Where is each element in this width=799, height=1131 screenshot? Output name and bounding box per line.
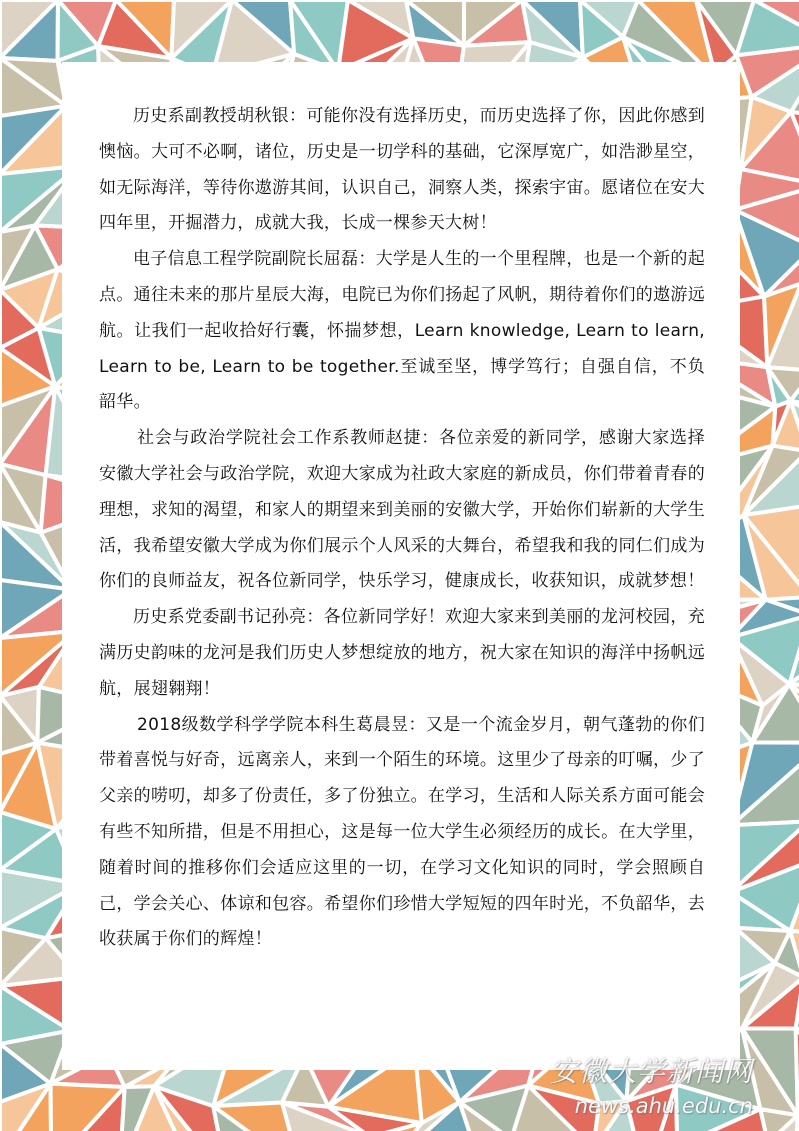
- paragraph-zhao-jie: 社会与政治学院社会工作系教师赵捷：各位亲爱的新同学，感谢大家选择安徽大学社会与政治学院，欢迎大家成为社政大家庭的新成员，你们带着青春的理想，求知的渴望，和家人的期望来到美丽的安徽大学，开始你们崭新的大学生活，我希望安徽大学成为你们展示个人风采的大舞台，希望我和我的同仁们成为你们的良师益友，祝各位新同学，快乐学习，健康成长，收获知识，成就梦想！: [99, 428, 705, 592]
- paragraph-ge-chenyu: 2018级数学科学学院本科生葛晨昱：又是一个流金岁月，朝气蓬勃的你们带着喜悦与好奇，远离亲人，来到一个陌生的环境。这里少了母亲的叮嘱，少了父亲的唠叨，却多了份责任，多了份独立。在学习，生活和人际关系方面可能会有些不知所措，但是不用担心，这是每一位大学生必须经历的成长。在大学里，随着时间的推移你们会适应这里的一切，在学习文化知识的同时，学会照顾自己，学会关心、体谅和包容。希望你们珍惜大学短短的四年时光，不负韶华，去收获属于你们的辉煌！: [99, 714, 705, 950]
- paragraph-sun-liang: 历史系党委副书记孙亮：各位新同学好！欢迎大家来到美丽的龙河校园，充满历史韵味的龙河是我们历史人梦想绽放的地方，祝大家在知识的海洋中扬帆远航，展翅翱翔！: [99, 607, 705, 699]
- article-body: [99, 99, 705, 958]
- paragraph-qu-lei: 电子信息工程学院副院长屈磊：大学是人生的一个里程牌，也是一个新的起点。通往未来的那片星辰大海，电院已为你们扬起了风帆，期待着你们的遨游远航。让我们一起收拾好行囊，怀揣梦想，Learn knowledge, Learn to learn, Learn to be, Learn to be together.至诚至坚，博学笃行；自强自信，不负韶华。: [99, 249, 705, 413]
- site-watermark: [550, 1050, 753, 1118]
- watermark-site-url: news.ahu.edu.cn: [574, 1094, 753, 1118]
- watermark-site-name: 安徽大学新闻网: [549, 1055, 753, 1088]
- paragraph-hu-qiuyin: 历史系副教授胡秋银：可能你没有选择历史，而历史选择了你，因此你感到懊恼。大可不必啊，诸位，历史是一切学科的基础，它深厚宽广，如浩渺星空，如无际海洋，等待你遨游其间，认识自己，洞察人类，探索宇宙。愿诸位在安大四年里，开掘潜力，成就大我，长成一棵参天大树！: [99, 106, 705, 234]
